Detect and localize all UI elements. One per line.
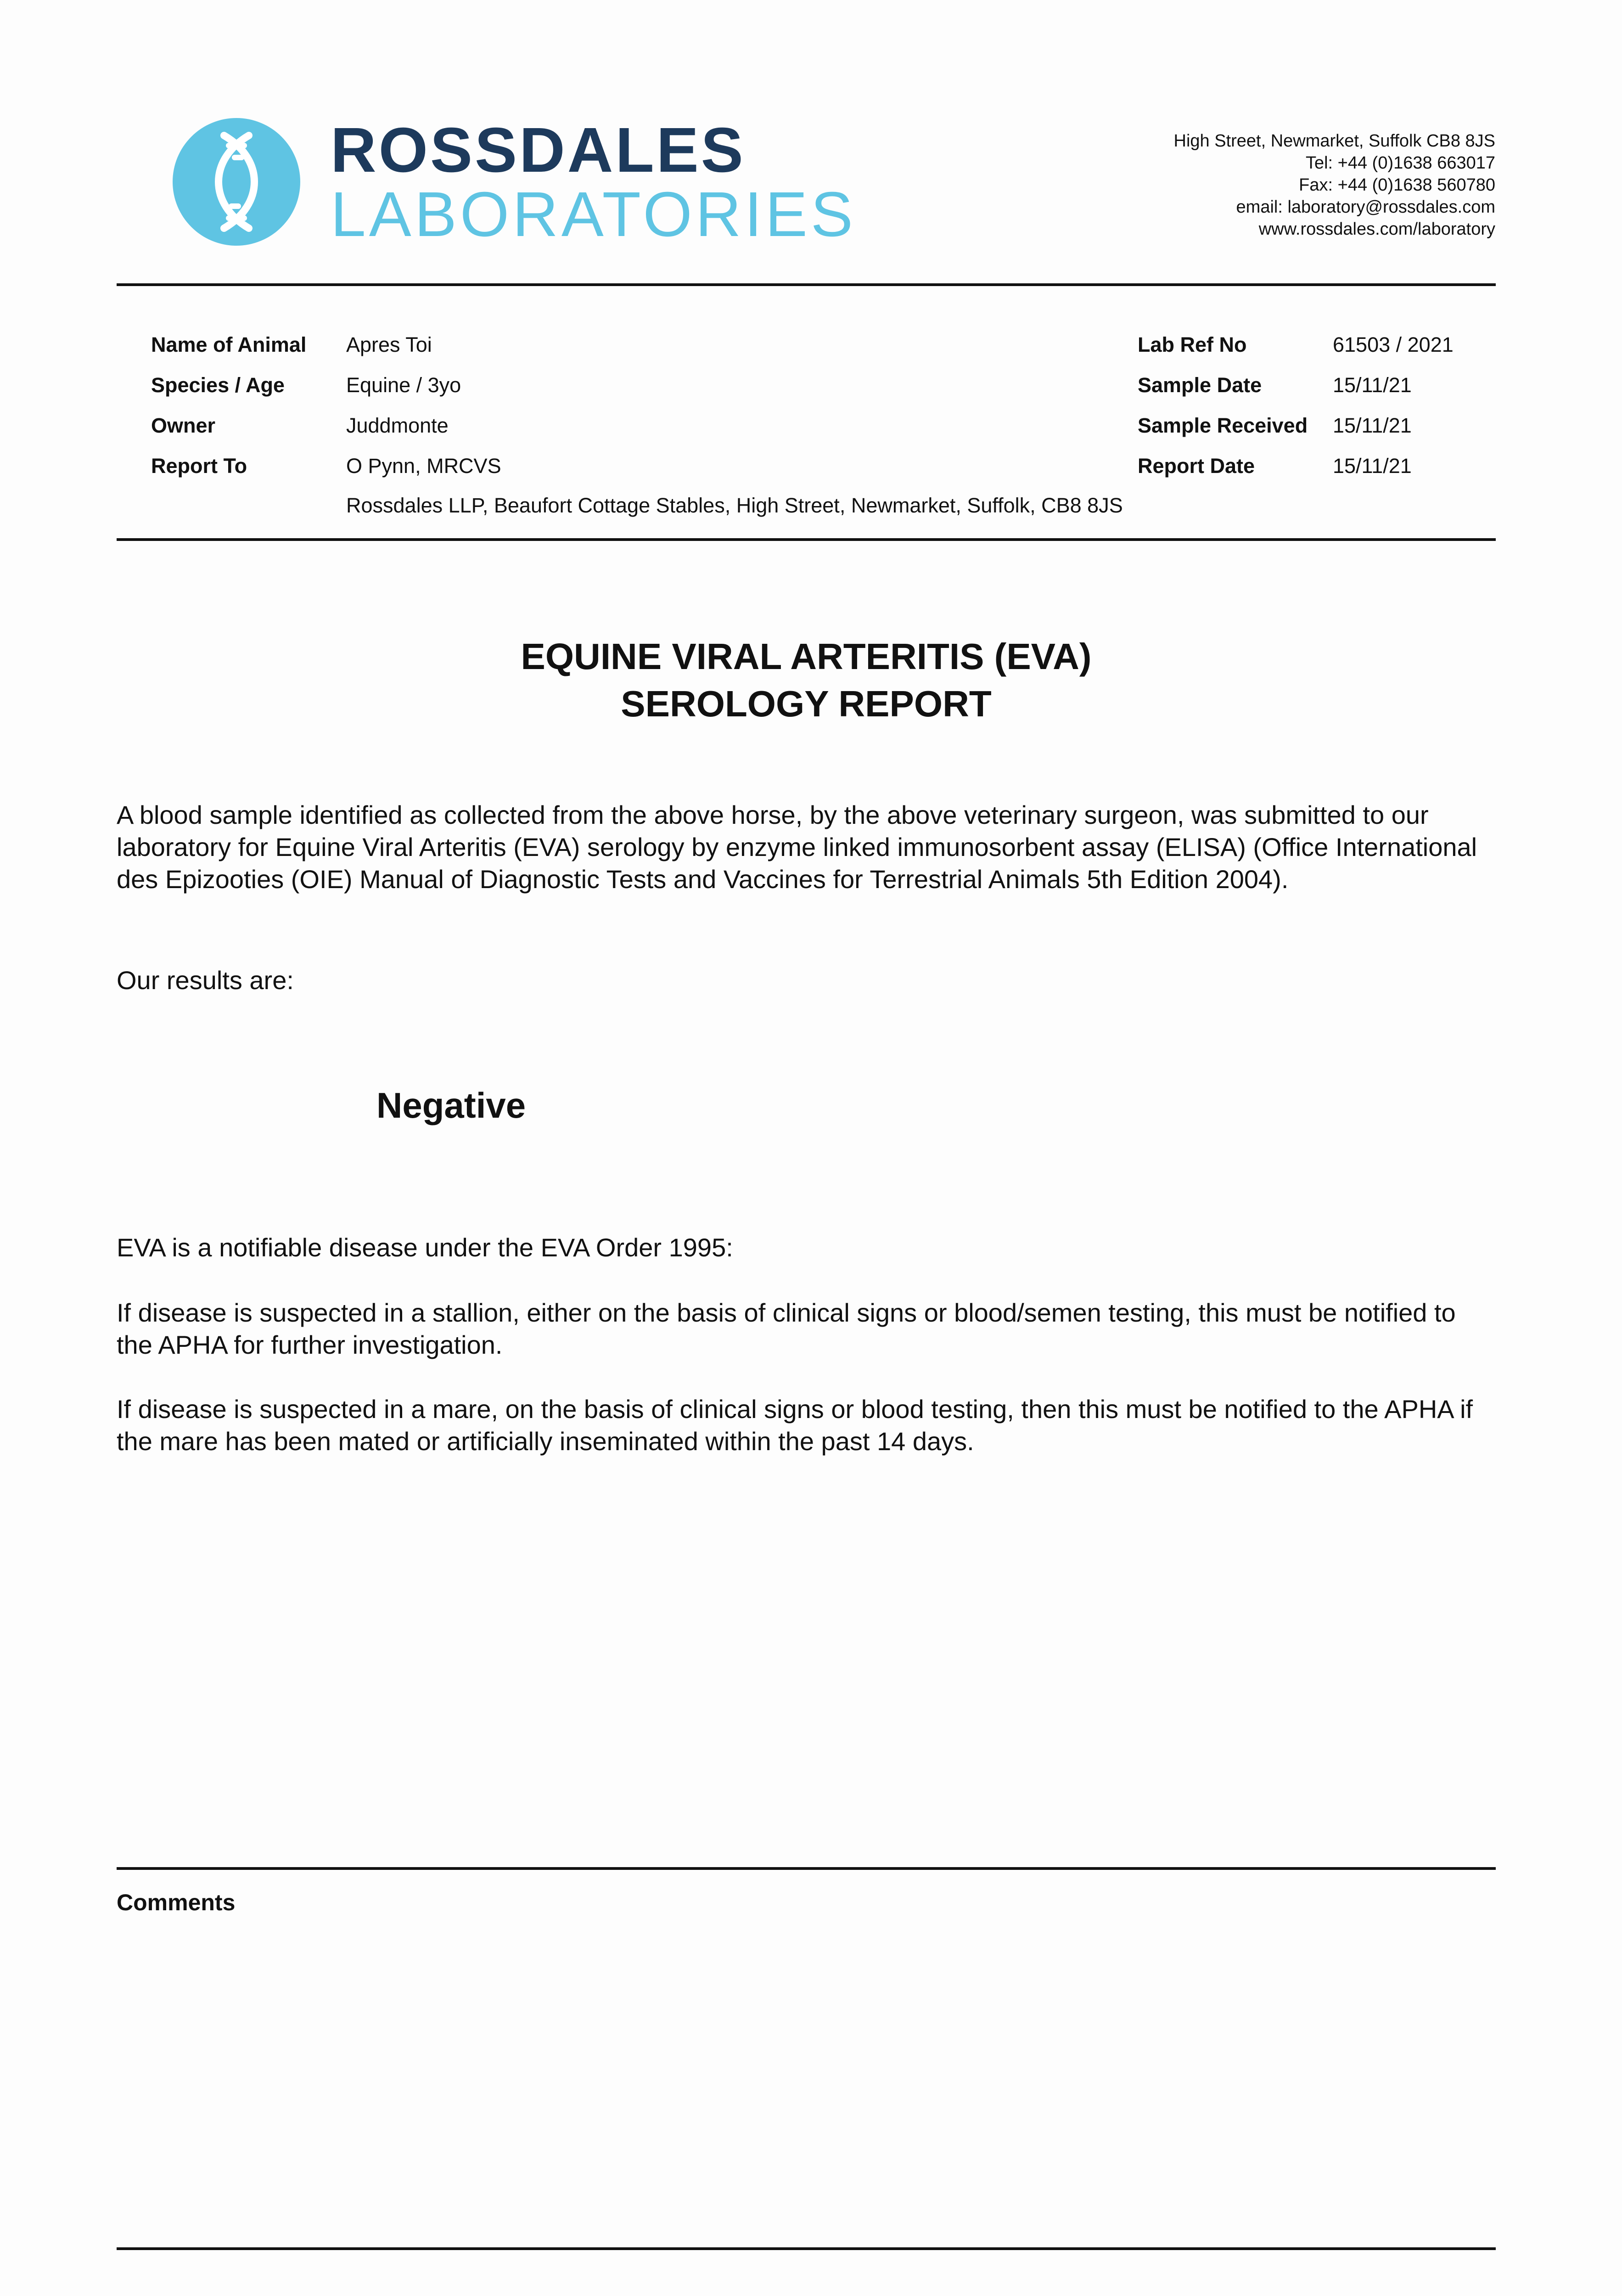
value-species-age: Equine / 3yo bbox=[346, 373, 461, 397]
results-intro: Our results are: bbox=[117, 966, 294, 995]
value-sample-date: 15/11/21 bbox=[1333, 373, 1412, 397]
contact-fax: Fax: +44 (0)1638 560780 bbox=[1299, 175, 1495, 195]
report-title-line1: EQUINE VIRAL ARTERITIS (EVA) bbox=[521, 636, 1092, 677]
value-name-of-animal: Apres Toi bbox=[346, 333, 432, 356]
value-sample-received: 15/11/21 bbox=[1333, 414, 1412, 437]
stallion-note: If disease is suspected in a stallion, either on the basis of clinical signs or blood/semen testing, this must be notified to the APHA for further investigation. bbox=[117, 1298, 1456, 1359]
contact-address: High Street, Newmarket, Suffolk CB8 8JS bbox=[1173, 131, 1495, 151]
label-name-of-animal: Name of Animal bbox=[151, 333, 307, 356]
logo-wordmark-top: ROSSDALES bbox=[331, 115, 746, 186]
logo-wordmark-bottom: LABORATORIES bbox=[331, 179, 856, 250]
label-report-to: Report To bbox=[151, 454, 247, 478]
value-lab-ref-no: 61503 / 2021 bbox=[1333, 333, 1454, 356]
mare-note: If disease is suspected in a mare, on the basis of clinical signs or blood testing, then this must be notified to the APHA if the mare has been mated or artificially inseminated within the past 14 days. bbox=[117, 1395, 1473, 1456]
label-sample-date: Sample Date bbox=[1138, 373, 1262, 397]
label-owner: Owner bbox=[151, 414, 216, 437]
footer-divider bbox=[117, 2247, 1496, 2250]
contact-website[interactable]: www.rossdales.com/laboratory bbox=[1258, 219, 1495, 239]
label-lab-ref-no: Lab Ref No bbox=[1138, 333, 1247, 356]
contact-email[interactable]: email: laboratory@rossdales.com bbox=[1236, 197, 1495, 217]
value-report-to-address: Rossdales LLP, Beaufort Cottage Stables, High Street, Newmarket, Suffolk, CB8 8JS bbox=[346, 494, 1123, 517]
header-divider bbox=[117, 283, 1496, 286]
value-report-date: 15/11/21 bbox=[1333, 454, 1412, 478]
report-title-line2: SEROLOGY REPORT bbox=[621, 683, 992, 724]
contact-block bbox=[1174, 130, 1495, 240]
value-owner: Juddmonte bbox=[346, 414, 449, 437]
label-sample-received: Sample Received bbox=[1138, 414, 1308, 437]
comments-heading: Comments bbox=[117, 1890, 236, 1915]
intro-paragraph: A blood sample identified as collected from the above horse, by the above veterinary surgeon, was submitted to our laboratory for Equine Viral Arteritis (EVA) serology by enzyme linked immunosorbent assay (ELISA) (Office International des Epizooties (OIE) Manual of Diagnostic Tests and Vaccines for Terrestrial Animals 5th Edition 2004). bbox=[117, 800, 1477, 894]
details-divider bbox=[117, 538, 1496, 541]
value-report-to: O Pynn, MRCVS bbox=[346, 454, 501, 478]
notifiable-statement: EVA is a notifiable disease under the EVA Order 1995: bbox=[117, 1233, 733, 1262]
report-title bbox=[117, 633, 1496, 727]
label-species-age: Species / Age bbox=[151, 373, 285, 397]
test-result: Negative bbox=[376, 1085, 526, 1125]
contact-tel: Tel: +44 (0)1638 663017 bbox=[1305, 153, 1495, 173]
dna-icon bbox=[173, 118, 300, 246]
label-report-date: Report Date bbox=[1138, 454, 1255, 478]
comments-divider bbox=[117, 1867, 1496, 1870]
